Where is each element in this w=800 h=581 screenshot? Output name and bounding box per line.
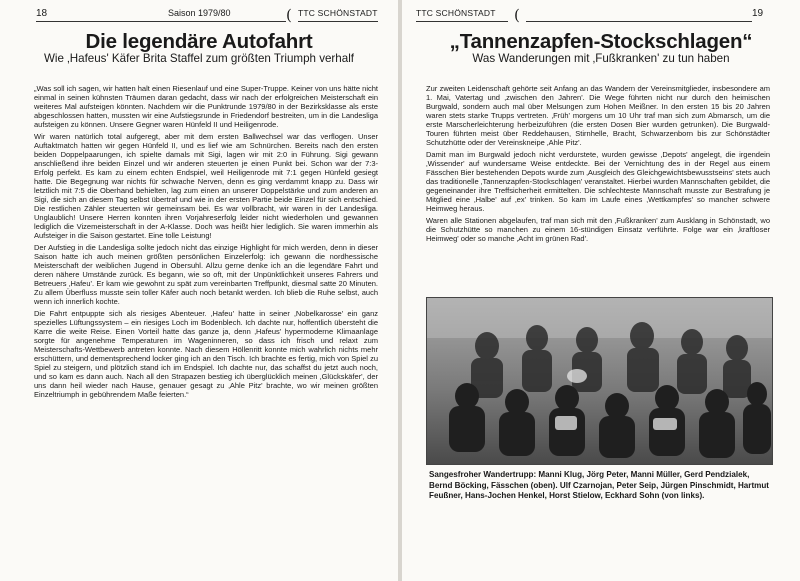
header-rule [36, 21, 286, 22]
club-name: TTC SCHÖNSTADT [298, 8, 378, 18]
paragraph: „Was soll ich sagen, wir hatten halt einen Riesenlauf und eine Super-Truppe. Keiner von uns hätte nicht einmal in seinen kühnsten Träumen daran gedacht, dass wir nach der erfolgreichen Meisterschaft ein weiteres Mal aufsteigen könnten. Nachdem wir die Punktrunde 1979/80 in der Bezirksklasse als erste abgeschlossen hatten, mussten wir eine Aufstiegsrunde in Friedendorf bestreiten, um in die Landesliga aufsteigen zu können. Unsere Gegner waren Hünfeld II und Heiligenrode. [34, 84, 378, 129]
article-subtitle: Wie ‚Hafeus' Käfer Brita Staffel zum größten Triumph verhalf [43, 52, 354, 65]
article-body [426, 84, 770, 246]
club-logo-swirl: ( [514, 6, 520, 24]
article-title: Die legendäre Autofahrt [85, 30, 313, 53]
header-rule [298, 21, 378, 22]
paragraph: Der Aufstieg in die Landesliga sollte jedoch nicht das einzige Highlight für mich werden, denn in dieser Saison hatte ich auch meinen größten persönlichen Einzelerfolg: ich gewann die nordhessische Meisterschaft der weiblichen Jugend in Obersuhl. Allzu gerne denke ich an die legendäre Fahrt und deren nähere Umstände zurück. Es begann, wie so oft, mit der Unpünktlichkeit unseres Fahrers und Betreuers ‚Hafeu'. Er kam wie gewohnt zu spät zum vereinbarten Treffpunkt, diesmal satte 20 Minuten. Zu allem Überfluss musste sein toller Käfer auch noch betankt werden. Ich blieb die Ruhe selbst, auch wenn ich innerlich kochte. [34, 243, 378, 306]
paragraph: Wir waren natürlich total aufgeregt, aber mit dem ersten Ballwechsel war das verflogen. Unser Auftaktmatch hatten wir gegen Hünfeld II, und es lief wie am Schnürchen. Bereits nach den ersten beiden Doppelpaarungen, ich spielte damals mit Sigi, lagen wir mit 2:0 in Führung. Sigi gewann anschließend ihre beiden Einzel und wir anderen steuerten je einen Punkt bei. Schon war der 7:3-Erfolg perfekt. Es kam zu einem echten Endspiel, weil Heiligenrode mit 7:1 gegen Hünfeld gesiegt hatte. Die Begegnung war nichts für schwache Nerven, denn es ging verdammt knapp zu. Dass wir letztlich mit 7:5 die Oberhand behielten, lag zum einen an unserer Doppelstärke und zum anderen an Sigi, die sich an diesem Tag selbst übertraf und wie in der ersten Partie beide Einzel für sich entschied. Die restlichen Zähler steuerten wir gemeinsam bei. Es war vollbracht, wir waren in der Landesliga. Unglaublich! Unsere Herren konnten ihren Vorjahreserfolg leider nicht wiederholen und gewannen lediglich die Vizemeisterschaft in der A-Klasse. Doch was heißt hier lediglich. Sie waren immerhin als Aufsteiger in die Saison gestartet. Eine tolle Leistung! [34, 132, 378, 240]
article-subtitle: Was Wanderungen mit ‚Fußkranken' zu tun haben [472, 52, 730, 65]
photo-caption: Sangesfroher Wandertrupp: Manni Klug, Jörg Peter, Manni Müller, Gerd Pendzialek, Bernd Böcking, Fässchen (oben). Ulf Czarnojan, Peter Seip, Jürgen Pinschmidt, Hartmut Feußner, Hans-Jochen Henkel, Horst Stielow, Eckhard Sohn (von links). [429, 470, 769, 500]
page-number: 19 [752, 8, 764, 19]
club-logo-swirl: ( [286, 6, 292, 24]
paragraph: Waren alle Stationen abgelaufen, traf man sich mit den ‚Fußkranken' zum Ausklang in Schönstadt, wo die Schutzhütte so manchen zu einem 16-stündigen Einsatz verführte. Folge war ein ‚kraftloser Heimweg' oder so manche ‚Acht im grünen Rad'. [426, 216, 770, 243]
paragraph: Zur zweiten Leidenschaft gehörte seit Anfang an das Wandern der Vereinsmitglieder, insbesondere am 1. Mai, Vatertag und ‚zwischen den Jahren'. Die Wege führten nicht nur durch den heimischen Burgwald, sondern auch mal über Melsungen zum Hohen Meißner. In den ersten 15 bis 20 Jahren waren stets starke Trupps vertreten. ‚Früh' morgens um 10 Uhr traf man sich zum Abmarsch, um die erste Marscherleichterung herbeizuführen (die ersten Dosen Bier wurden getrunken). Die Burgwald-Touren führten meist über Reddehausen, Stirnhelle, Bracht, Schwarzenborn bis zur Schönstädter Schutzhütte oder der Vereinskneipe ‚Ahle Pitz'. [426, 84, 770, 147]
page-number: 18 [36, 8, 48, 19]
right-page [402, 0, 800, 581]
paragraph: Die Fahrt entpuppte sich als riesiges Abenteuer. ‚Hafeu' hatte in seiner ‚Nobelkarosse' ein ganz spezielles Lüftungssystem – ein riesiges Loch im Bodenblech. Ich dachte nur, hoffentlich übersteht die Karre die weite Reise. Einen Vorteil hatte das ganze ja, denn ‚Hafeus' hypermoderne Klimaanlage sorgte für angenehme Temperaturen im Wageninneren, so dass ich frisch und relaxt zum Meisterschafts-Wettbewerb antreten konnte. Nach diesem Höllenritt konnte mich wahrlich nichts mehr erschüttern, und dementsprechend locker ging ich an den Tisch. Ich brachte es fertig, mich von Spiel zu Spiel zu steigern, und plötzlich stand ich im Endspiel. Ich dachte nur, das schaffst du jetzt auch noch, und so kam es dann auch. Nach all den Strapazen bestieg ich überglücklich meinen ‚Glückskäfer', der uns dann heil wieder nach Hause, genauer gesagt zu ‚Ahle Pitz' brachte, wo wir meinen größten Einzeltriumph in gebührendem Maße feierten.“ [34, 309, 378, 399]
season-label: Saison 1979/80 [168, 8, 231, 18]
right-page-header [402, 8, 800, 22]
club-name: TTC SCHÖNSTADT [416, 8, 496, 18]
left-page-header [0, 8, 398, 22]
header-rule [416, 21, 508, 22]
group-photo [426, 297, 773, 465]
article-body [34, 84, 378, 402]
article-title: „Tannenzapfen-Stockschlagen“ [449, 30, 753, 53]
left-page [0, 0, 398, 581]
header-rule [526, 21, 752, 22]
paragraph: Damit man im Burgwald jedoch nicht verdurstete, wurden gewisse ‚Depots' angelegt, die irgendein ‚Wissender' auf wundersame Weise entdeckte. Bei der Vernichtung des in der Regel aus einem Fässchen Bier bestehenden Depots wurde zum ‚Ausgleich des Gleichgewichtsbewusstseins' stets auch das traditionelle ‚Tannenzapfen-Stockschlagen' veranstaltet. Hierbei wurden Mannschaften gebildet, die gegeneinander ihre Treffsicherheit ermittelten. Die schlechteste Mannschaft musste zur Bestrafung je Mitglied eine ‚Halbe' auf ‚ex' trinken. So kam im Laufe eines ‚Wettkampfes' so mancher schwere Heimweg heraus. [426, 150, 770, 213]
group-photo-image [427, 298, 772, 464]
